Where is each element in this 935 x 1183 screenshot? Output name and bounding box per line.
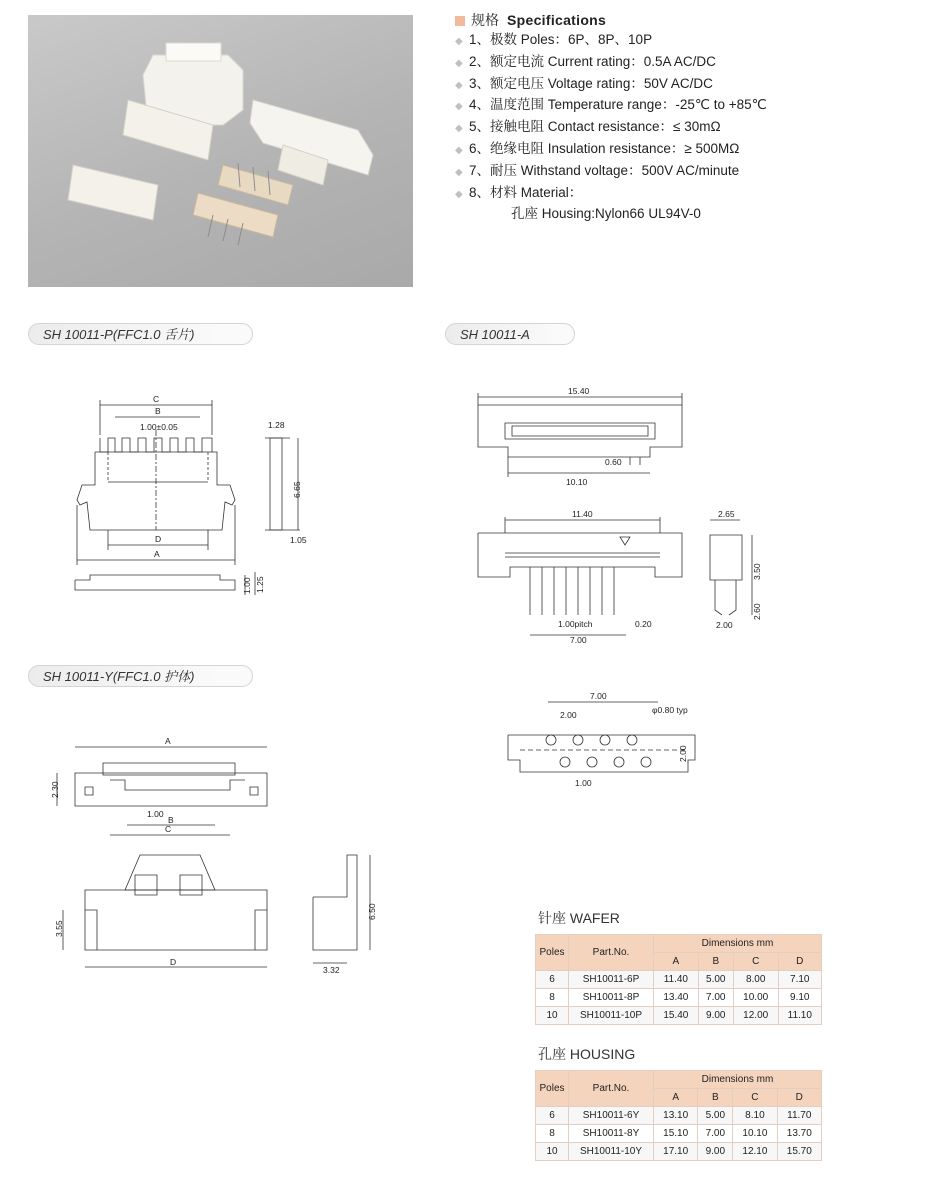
dim-a-200: 2.00 xyxy=(716,620,733,630)
drawing-a-holes xyxy=(500,690,740,800)
table-row: 10 SH10011-10P 15.40 9.00 12.00 11.10 xyxy=(536,1007,822,1025)
spec-item: ◆ 2、额定电流 Current rating：0.5A AC/DC xyxy=(455,52,767,74)
housing-table xyxy=(535,1070,822,1161)
dim-a-pitch: 1.00pitch xyxy=(558,619,593,629)
dim-p-105: 1.05 xyxy=(290,535,307,545)
dim-a-1540: 15.40 xyxy=(568,386,590,396)
diamond-bullet-icon: ◆ xyxy=(455,144,463,156)
heading-marker xyxy=(455,16,465,26)
dim-a-1140: 11.40 xyxy=(572,509,593,519)
dim-p-b: B xyxy=(155,406,161,416)
table-row: 6 SH10011-6P 11.40 5.00 8.00 7.10 xyxy=(536,971,822,989)
diamond-bullet-icon: ◆ xyxy=(455,79,463,91)
spec-item: ◆ 7、耐压 Withstand voltage：500V AC/minute xyxy=(455,161,767,183)
dim-a-350: 3.50 xyxy=(752,563,762,580)
diamond-bullet-icon: ◆ xyxy=(455,123,463,135)
dim-a-265: 2.65 xyxy=(718,509,735,519)
housing-col-d: D xyxy=(777,1089,821,1107)
dim-hole-dia: φ0.80 typ xyxy=(652,705,688,715)
dim-hole-100: 1.00 xyxy=(575,778,592,788)
specs-heading-en: Specifications xyxy=(507,12,607,28)
dim-y-a: A xyxy=(165,736,171,746)
dim-a-020: 0.20 xyxy=(635,619,652,629)
diamond-bullet-icon: ◆ xyxy=(455,188,463,200)
section-label-a: SH 10011-A xyxy=(445,323,575,345)
wafer-col-part: Part.No. xyxy=(569,935,654,971)
specs-list xyxy=(455,30,767,224)
wafer-col-d: D xyxy=(778,953,821,971)
spec-item: ◆ 6、绝缘电阻 Insulation resistance：≥ 500MΩ xyxy=(455,139,767,161)
dim-hole-200: 2.00 xyxy=(560,710,577,720)
dim-p-125: 1.25 xyxy=(255,576,265,593)
housing-col-dims: Dimensions mm xyxy=(654,1071,822,1089)
housing-col-b: B xyxy=(698,1089,733,1107)
diamond-bullet-icon: ◆ xyxy=(455,36,463,47)
dim-p-665: 6.65 xyxy=(292,481,302,498)
diamond-bullet-icon: ◆ xyxy=(455,166,463,178)
table-row: 8 SH10011-8P 13.40 7.00 10.00 9.10 xyxy=(536,989,822,1007)
dim-y-650: 6.50 xyxy=(367,903,377,920)
drawing-a-front xyxy=(470,505,770,655)
housing-col-part: Part.No. xyxy=(569,1071,654,1107)
diamond-bullet-icon: ◆ xyxy=(455,101,463,113)
dim-a-1010: 10.10 xyxy=(566,477,588,487)
table-row: 6 SH10011-6Y 13.10 5.00 8.10 11.70 xyxy=(536,1107,822,1125)
spec-material: 孔座 Housing:Nylon66 UL94V-0 xyxy=(511,206,701,222)
wafer-title: 针座 WAFER xyxy=(538,910,620,926)
dim-hole-h200: 2.00 xyxy=(678,745,688,762)
dim-y-c: C xyxy=(165,824,172,834)
dim-y-b: B xyxy=(168,815,174,825)
drawing-y-top xyxy=(45,735,285,845)
dim-p-100: 1.00 xyxy=(242,577,252,594)
wafer-col-b: B xyxy=(698,953,733,971)
spec-item: ◆ 8、材料 Material： xyxy=(455,183,767,205)
table-row: 10 SH10011-10Y 17.10 9.00 12.10 15.70 xyxy=(536,1143,822,1161)
dim-p-d: D xyxy=(155,534,162,544)
dim-p-128: 1.28 xyxy=(268,420,285,430)
dim-a-700: 7.00 xyxy=(570,635,587,645)
dim-y-230: 2.30 xyxy=(50,781,60,798)
spec-item: ◆ 3、额定电压 Voltage rating：50V AC/DC xyxy=(455,74,767,96)
specs-heading-cn: 规格 xyxy=(471,12,499,28)
drawing-a-top xyxy=(470,385,770,505)
dim-p-a: A xyxy=(154,549,160,559)
wafer-col-a: A xyxy=(654,953,699,971)
connector-photo-illustration xyxy=(28,15,413,287)
wafer-part-white-2 xyxy=(68,165,158,220)
wafer-col-poles: Poles xyxy=(536,935,569,971)
section-label-p: SH 10011-P(FFC1.0 舌片) xyxy=(28,323,253,345)
dim-hole-700: 7.00 xyxy=(590,691,607,701)
dim-y-355: 3.55 xyxy=(54,920,64,937)
diamond-bullet-icon: ◆ xyxy=(455,57,463,69)
housing-title: 孔座 HOUSING xyxy=(538,1046,636,1062)
drawing-p xyxy=(60,390,320,620)
dim-a-060: 0.60 xyxy=(605,457,622,467)
wafer-col-c: C xyxy=(733,953,778,971)
dim-a-260: 2.60 xyxy=(752,603,762,620)
product-photo xyxy=(28,15,413,287)
housing-col-c: C xyxy=(733,1089,777,1107)
spec-item: ◆ 4、温度范围 Temperature range：-25℃ to +85℃ xyxy=(455,95,767,117)
spec-item: ◆ 1、极数 Poles：6P、8P、10P xyxy=(455,30,767,52)
dim-y-332: 3.32 xyxy=(323,965,340,975)
housing-col-poles: Poles xyxy=(536,1071,569,1107)
housing-col-a: A xyxy=(654,1089,698,1107)
table-row: 8 SH10011-8Y 15.10 7.00 10.10 13.70 xyxy=(536,1125,822,1143)
dim-y-100: 1.00 xyxy=(147,809,164,819)
drawing-y-front xyxy=(45,845,405,975)
specs-heading xyxy=(455,10,606,30)
section-label-y: SH 10011-Y(FFC1.0 护体) xyxy=(28,665,253,687)
wafer-table xyxy=(535,934,822,1025)
spec-item: ◆ 5、接触电阻 Contact resistance：≤ 30mΩ xyxy=(455,117,767,139)
dim-p-c: C xyxy=(153,394,160,404)
dim-y-d: D xyxy=(170,957,177,967)
wafer-col-dims: Dimensions mm xyxy=(654,935,822,953)
wafer-part-beige-2 xyxy=(193,193,278,245)
dim-p-pitch: 1.00±0.05 xyxy=(140,422,178,432)
